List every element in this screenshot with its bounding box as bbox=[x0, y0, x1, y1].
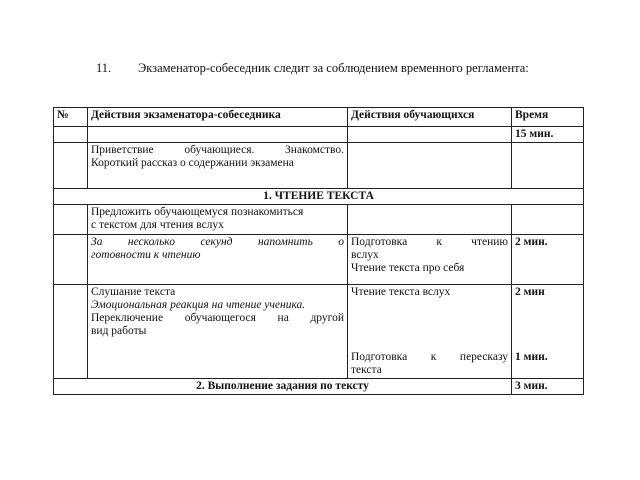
offer-line-1: Предложить обучающемуся познакомиться bbox=[91, 206, 304, 218]
listen-line-2: Эмоциональная реакция на чтение ученика. bbox=[91, 299, 306, 311]
listen-line-3: Переключение обучающегося на другой bbox=[91, 312, 344, 324]
prepare-line-2: вслух bbox=[351, 249, 379, 261]
read-aloud-line: Чтение текста вслух bbox=[351, 286, 451, 298]
total-time-cell: 15 мин. bbox=[512, 127, 584, 143]
header-examiner: Действия экзаменатора-собеседника bbox=[88, 108, 348, 127]
table-row bbox=[54, 143, 584, 189]
table-row bbox=[54, 205, 584, 235]
remind-time-cell: 2 мин. bbox=[512, 235, 584, 285]
heading-text: Экзаменатор-собеседник следит за соблюдением временного регламента: bbox=[138, 61, 529, 75]
prepare-line-3: Чтение текста про себя bbox=[351, 262, 465, 274]
remind-cell bbox=[88, 235, 348, 285]
table-row bbox=[54, 127, 584, 143]
header-num: № bbox=[54, 108, 88, 127]
listen-line-1: Слушание текста bbox=[91, 286, 176, 298]
greeting-line-2: Короткий рассказ о содержании экзамена bbox=[91, 157, 294, 169]
listen-cell bbox=[88, 285, 348, 379]
header-students: Действия обучающихся bbox=[348, 108, 512, 127]
read-aloud-cell bbox=[348, 285, 512, 379]
page-heading bbox=[96, 61, 529, 76]
listen-time-cell bbox=[512, 285, 584, 379]
section-2-time: 3 мин. bbox=[512, 379, 584, 395]
offer-cell bbox=[88, 205, 348, 235]
table-row bbox=[54, 285, 584, 379]
remind-line-2: готовности к чтению bbox=[91, 249, 201, 261]
prepare-reading-cell bbox=[348, 235, 512, 285]
section-2-title: 2. Выполнение задания по тексту bbox=[54, 379, 512, 395]
exam-schedule-table bbox=[53, 107, 584, 395]
prepare-line-1: Подготовка к чтению bbox=[351, 236, 508, 248]
section-row bbox=[54, 189, 584, 205]
table-header-row bbox=[54, 108, 584, 127]
section-1-title: 1. ЧТЕНИЕ ТЕКСТА bbox=[54, 189, 584, 205]
greeting-line-1: Приветствие обучающиеся. Знакомство. bbox=[91, 144, 344, 156]
listen-line-4: вид работы bbox=[91, 325, 147, 337]
table-row bbox=[54, 235, 584, 285]
header-time: Время bbox=[512, 108, 584, 127]
listen-time-1: 2 мин bbox=[515, 286, 545, 298]
greeting-cell bbox=[88, 143, 348, 189]
listen-time-2: 1 мин. bbox=[515, 351, 548, 363]
heading-number: 11. bbox=[96, 61, 112, 75]
remind-line-1: За несколько секунд напомнить о bbox=[91, 236, 344, 248]
retell-line-2: текста bbox=[351, 364, 382, 376]
retell-line-1: Подготовка к пересказу bbox=[351, 351, 508, 363]
section-row bbox=[54, 379, 584, 395]
offer-line-2: с текстом для чтения вслух bbox=[91, 219, 224, 231]
